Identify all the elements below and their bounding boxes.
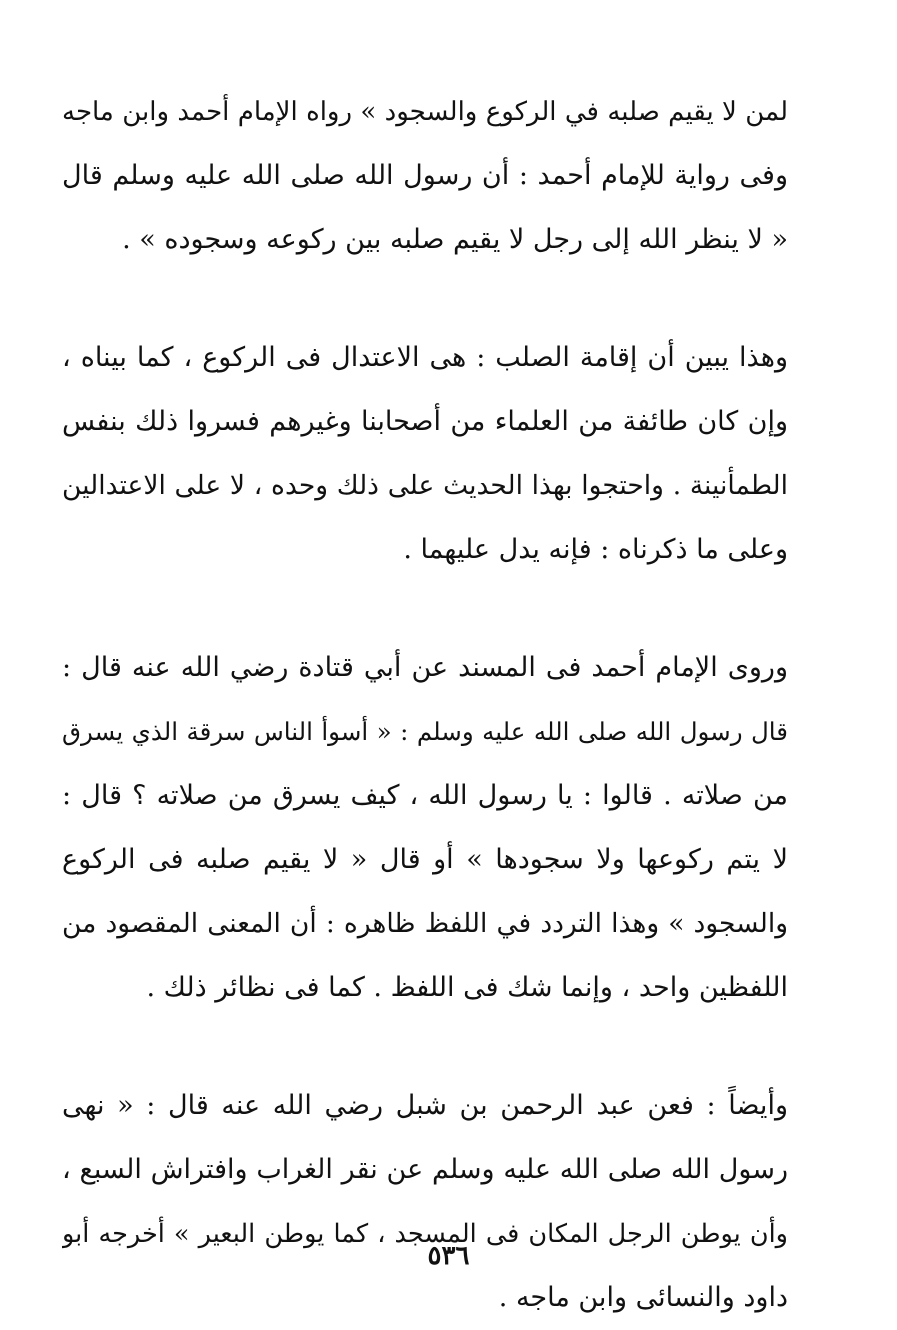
paragraph-4 xyxy=(62,1074,788,1330)
text-line: لمن لا يقيم صلبه في الركوع والسجود » رواه الإمام أحمد وابن ماجه xyxy=(62,97,788,127)
paragraph-3 xyxy=(62,636,788,1020)
paragraph-gap xyxy=(62,582,788,636)
text-line: والسجود » وهذا التردد في اللفظ ظاهره : أن المعنى المقصود من xyxy=(62,908,788,939)
text-line: وعلى ما ذكرناه : فإنه يدل عليهما . xyxy=(403,534,788,565)
text-line: قال رسول الله صلى الله عليه وسلم : « أسوأ الناس سرقة الذي يسرق xyxy=(62,717,788,746)
page-body xyxy=(62,80,788,1330)
text-line: « لا ينظر الله إلى رجل لا يقيم صلبه بين ركوعه وسجوده » . xyxy=(122,224,788,255)
paragraph-1 xyxy=(62,80,788,272)
text-line: الطمأنينة . واحتجوا بهذا الحديث على ذلك وحده ، لا على الاعتدالين xyxy=(62,470,788,501)
text-line: وأن يوطن الرجل المكان فى المسجد ، كما يوطن البعير » أخرجه أبو xyxy=(62,1219,788,1249)
text-line: وإن كان طائفة من العلماء من أصحابنا وغيرهم فسروا ذلك بنفس xyxy=(62,406,788,437)
text-line: داود والنسائى وابن ماجه . xyxy=(498,1282,788,1313)
paragraph-gap xyxy=(62,1020,788,1074)
paragraph-gap xyxy=(62,272,788,326)
text-line: اللفظين واحد ، وإنما شك فى اللفظ . كما فى نظائر ذلك . xyxy=(146,972,788,1003)
text-line: لا يتم ركوعها ولا سجودها » أو قال « لا يقيم صلبه فى الركوع xyxy=(62,844,788,875)
text-line: رسول الله صلى الله عليه وسلم عن نقر الغراب وافتراش السبع ، xyxy=(62,1154,788,1185)
text-line: وهذا يبين أن إقامة الصلب : هى الاعتدال فى الركوع ، كما بيناه ، xyxy=(62,342,788,373)
paragraph-2 xyxy=(62,326,788,582)
page-number: ٥٣٦ xyxy=(427,1241,470,1271)
text-line: وفى رواية للإمام أحمد : أن رسول الله صلى الله عليه وسلم قال xyxy=(62,160,788,191)
text-line: من صلاته . قالوا : يا رسول الله ، كيف يسرق من صلاته ؟ قال : xyxy=(62,780,788,811)
text-line: وأيضاً : فعن عبد الرحمن بن شبل رضي الله عنه قال : « نهى xyxy=(62,1090,788,1121)
text-line: وروى الإمام أحمد فى المسند عن أبي قتادة رضي الله عنه قال : xyxy=(62,652,788,683)
